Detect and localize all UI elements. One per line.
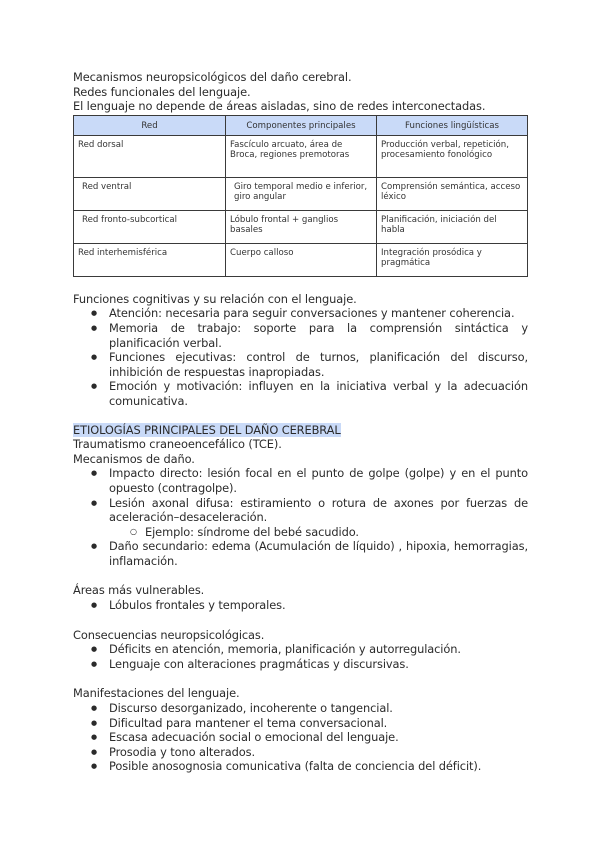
table-cell: Integración prosódica y pragmática [377, 243, 528, 276]
consequences-list [73, 642, 528, 671]
list-item: ● Lesión axonal difusa: estiramiento o rotura de axones por fuerzas de aceleración–desaceleración. [73, 496, 528, 525]
list-item: ● Impacto directo: lesión focal en el punto de golpe (golpe) y en el punto opuesto (contragolpe). [73, 466, 528, 495]
statement: El lenguaje no depende de áreas aisladas, sino de redes interconectadas. [73, 99, 486, 114]
list-item: ● Lenguaje con alteraciones pragmáticas y discursivas. [73, 657, 528, 672]
table-header: Funciones lingüísticas [377, 115, 528, 135]
section-subtitle: Redes funcionales del lenguaje. [73, 84, 251, 99]
mechanisms-list [73, 466, 528, 568]
vulnerable-list [73, 598, 528, 613]
list-item: ● Discurso desorganizado, incoherente o tangencial. [73, 701, 528, 716]
table-row [74, 177, 528, 210]
list-item: ● Escasa adecuación social o emocional del lenguaje. [73, 730, 528, 745]
table-cell: Comprensión semántica, acceso léxico [377, 177, 528, 210]
list-item: ● Memoria de trabajo: soporte para la comprensión sintáctica y planificación verbal. [73, 321, 528, 350]
table-header: Red [74, 115, 226, 135]
tce-title: Traumatismo craneoencefálico (TCE). [73, 437, 282, 452]
table-cell: Lóbulo frontal + ganglios basales [226, 210, 377, 243]
table-row [74, 135, 528, 177]
table-header: Componentes principales [226, 115, 377, 135]
list-item: ● Daño secundario: edema (Acumulación de líquido) , hipoxia, hemorragias, inflamación. [73, 539, 528, 568]
consequences-title: Consecuencias neuropsicológicas. [73, 627, 265, 642]
list-item: ● Posible anosognosia comunicativa (falta de conciencia del déficit). [73, 759, 528, 774]
document-body [73, 70, 528, 774]
table-cell: Red dorsal [74, 135, 226, 177]
mechanisms-title: Mecanismos de daño. [73, 451, 195, 466]
manifestations-list [73, 701, 528, 774]
manifestations-title: Manifestaciones del lenguaje. [73, 686, 240, 701]
sub-list-item: ○ Ejemplo: síndrome del bebé sacudido. [73, 525, 528, 540]
cognitive-list [73, 306, 528, 408]
table-cell: Fascículo arcuato, área de Broca, regiones premotoras [226, 135, 377, 177]
cognitive-title: Funciones cognitivas y su relación con el lenguaje. [73, 291, 357, 306]
list-item: ● Lóbulos frontales y temporales. [73, 598, 528, 613]
list-item: ● Déficits en atención, memoria, planificación y autorregulación. [73, 642, 528, 657]
list-item: ● Prosodia y tono alterados. [73, 745, 528, 760]
vulnerable-title: Áreas más vulnerables. [73, 583, 205, 598]
table-cell: Giro temporal medio e inferior, giro angular [226, 177, 377, 210]
etiologies-heading: ETIOLOGÍAS PRINCIPALES DEL DAÑO CEREBRAL [73, 422, 341, 437]
list-item: ● Emoción y motivación: influyen en la iniciativa verbal y la adecuación comunicativa. [73, 379, 528, 408]
table-cell: Producción verbal, repetición, procesamiento fonológico [377, 135, 528, 177]
table-row [74, 243, 528, 276]
table-header-row [74, 115, 528, 135]
list-item: ● Dificultad para mantener el tema conversacional. [73, 716, 528, 731]
list-item: ● Atención: necesaria para seguir conversaciones y mantener coherencia. [73, 306, 528, 321]
table-row [74, 210, 528, 243]
list-item: ● Funciones ejecutivas: control de turnos, planificación del discurso, inhibición de respuestas inapropiadas. [73, 350, 528, 379]
section-title: Mecanismos neuropsicológicos del daño cerebral. [73, 70, 352, 84]
table-cell: Red interhemisférica [74, 243, 226, 276]
table-cell: Cuerpo calloso [226, 243, 377, 276]
networks-table [73, 115, 528, 277]
table-cell: Red fronto-subcortical [74, 210, 226, 243]
table-cell: Planificación, iniciación del habla [377, 210, 528, 243]
table-cell: Red ventral [74, 177, 226, 210]
